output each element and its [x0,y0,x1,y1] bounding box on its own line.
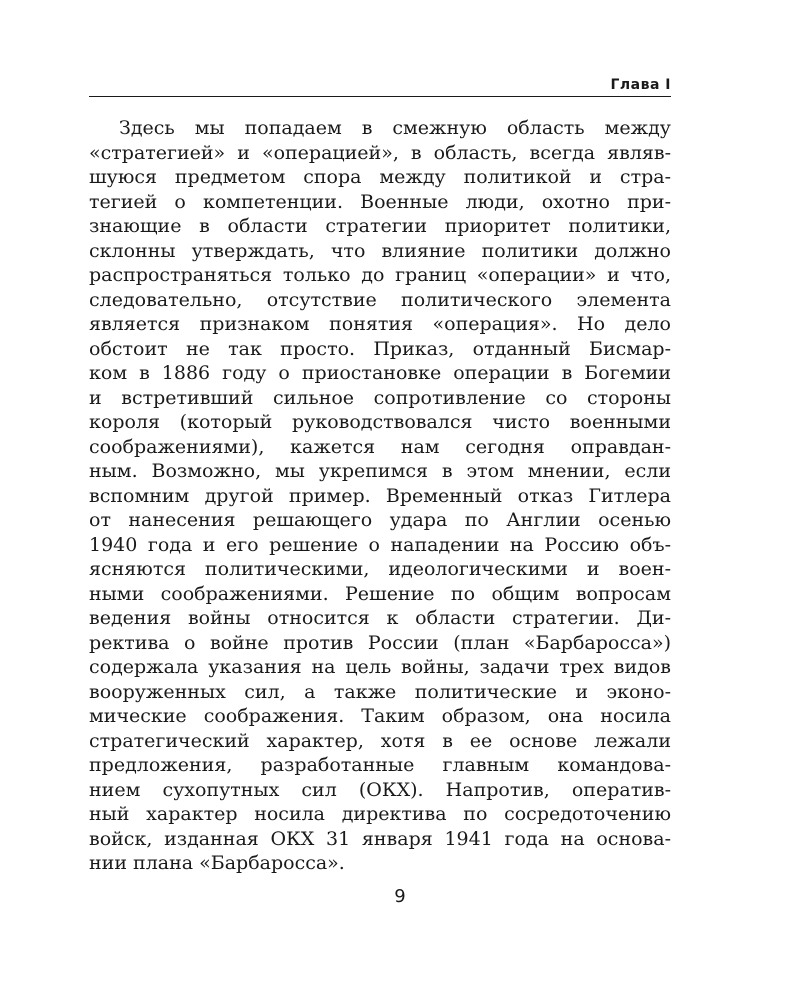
text-line: вооруженных сил, а также политические и эконо- [89,680,671,703]
text-line: и встретивший сильное сопротивление со стороны [89,386,671,409]
text-line: знающие в области стратегии приоритет политики, [89,215,671,237]
text-line: от нанесения решающего удара по Англии осенью [89,509,671,531]
text-line: войск, изданная ОКХ 31 января 1941 года на основа- [89,827,671,850]
text-line: ясняются политическими, идеологическими и воен- [89,558,671,580]
text-line: ректива о войне против России (план «Барбаросса») [89,631,671,654]
text-line: содержала указания на цель войны, задачи трех видов [89,656,671,678]
running-head [89,76,671,97]
body-paragraph [89,116,671,876]
text-line: мические соображения. Таким образом, она носила [89,705,671,727]
text-line: распространяться только до границ «операции» и что, [89,264,671,286]
text-line: ведения войны относится к области стратегии. Ди- [89,607,671,629]
text-line: тегией о компетенции. Военные люди, охотно при- [89,190,671,213]
text-line: следовательно, отсутствие политического элемента [89,288,671,311]
text-line: ком в 1886 году о приостановке операции в Богемии [89,362,671,384]
text-line: нием сухопутных сил (ОКХ). Напротив, оператив- [89,778,671,801]
chapter-title: Глава I [610,77,671,93]
text-line: склонны утверждать, что влияние политики должно [89,239,671,262]
text-line: обстоит не так просто. Приказ, отданный Бисмар- [89,337,671,360]
text-line: является признаком понятия «операция». Но дело [89,313,671,335]
text-line: нии плана «Барбаросса». [89,852,345,874]
text-line: вспомним другой пример. Временный отказ Гитлера [89,484,671,507]
text-line: шуюся предметом спора между политикой и стра- [89,166,671,188]
text-line: ными соображениями. Решение по общим вопросам [89,582,671,605]
text-line: «стратегией» и «операцией», в область, всегда являв- [89,141,671,164]
text-line: ным. Возможно, мы укрепимся в этом мнении, если [89,460,671,482]
text-line: короля (который руководствовался чисто военными [89,411,671,433]
page-number: 9 [394,886,406,907]
text-line: Здесь мы попадаем в смежную область между [119,117,671,139]
text-line: стратегический характер, хотя в ее основе лежали [89,729,671,752]
text-line: предложения, разработанные главным командова- [89,754,671,776]
text-line: ный характер носила директива по сосредоточению [89,803,671,825]
text-line: 1940 года и его решение о нападении на Россию объ- [89,533,671,556]
text-line: соображениями), кажется нам сегодня оправдан- [89,435,671,458]
